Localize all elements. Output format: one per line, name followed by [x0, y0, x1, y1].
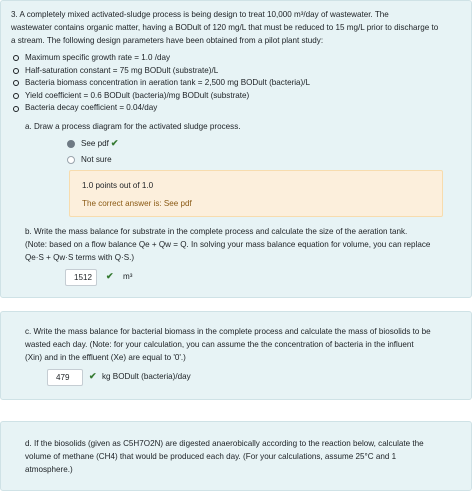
part-d-question: d. If the biosolids (given as C5H7O2N) are digested anaerobically according to the reaction below, calculate the [25, 439, 424, 448]
part-d-question: atmosphere.) [25, 465, 73, 474]
question-text: wastewater contains organic matter, having a BODult of 120 mg/L that must be reduced to 15 mg/L prior to discharge to [11, 23, 439, 32]
option-see-pdf[interactable] [67, 138, 118, 149]
answer-input-c[interactable]: 479 [47, 369, 83, 386]
list-item: Bacteria biomass concentration in aeration tank = 2,500 mg BODult (bacteria)/L [13, 77, 310, 90]
part-b-note: (Note: based on a flow balance Qe + Qw = Q. In solving your mass balance equation for volume, you can replace [25, 240, 431, 249]
answer-input-b[interactable]: 1512 [65, 269, 97, 286]
bullet-icon [13, 106, 19, 112]
bullet-icon [13, 80, 19, 86]
part-a-question: a. Draw a process diagram for the activated sludge process. [25, 122, 241, 131]
option-label: See pdf [81, 139, 109, 148]
feedback-box [69, 170, 443, 217]
option-label: Not sure [81, 155, 112, 164]
part-d-question: volume of methane (CH4) that would be produced each day. (For your calculations, assume 25°C and 1 [25, 452, 397, 461]
unit-label: kg BODult (bacteria)/day [102, 372, 191, 381]
question-text: 3. A completely mixed activated-sludge process is being design to treat 10,000 m³/day of wastewater. The [11, 10, 389, 19]
check-icon: ✔ [110, 138, 119, 148]
check-icon: ✔ [89, 371, 97, 381]
correct-answer-text: The correct answer is: See pdf [82, 199, 192, 208]
part-c-note: wasted each day. (Note: for your calculation, you can assume the the concentration of bacteria in the influent [25, 340, 414, 349]
unit-label: m³ [123, 272, 133, 281]
part-c-question: c. Write the mass balance for bacterial biomass in the complete process and calculate the mass of biosolids to be [25, 327, 431, 336]
part-b-question: b. Write the mass balance for substrate in the complete process and calculate the size of the aeration tank. [25, 227, 408, 236]
design-parameter-list [13, 52, 310, 115]
part-c-note: (Xin) and in the effluent (Xe) are equal to '0'.) [25, 353, 186, 362]
radio-button[interactable] [67, 156, 75, 164]
option-not-sure[interactable] [67, 155, 112, 164]
question-card-c [0, 311, 472, 400]
bullet-icon [13, 55, 19, 61]
list-item: Maximum specific growth rate = 1.0 /day [13, 52, 310, 65]
question-text: a stream. The following design parameters have been obtained from a pilot plant study: [11, 36, 324, 45]
points-text: 1.0 points out of 1.0 [82, 181, 154, 190]
check-icon: ✔ [106, 271, 114, 281]
part-b-note: Qe·S + Qw·S terms with Q·S.) [25, 253, 135, 262]
bullet-icon [13, 93, 19, 99]
list-item: Half-saturation constant = 75 mg BODult (substrate)/L [13, 65, 310, 78]
radio-button[interactable] [67, 140, 75, 148]
list-item: Bacteria decay coefficient = 0.04/day [13, 102, 310, 115]
bullet-icon [13, 68, 19, 74]
list-item: Yield coefficient = 0.6 BODult (bacteria)/mg BODult (substrate) [13, 90, 310, 103]
